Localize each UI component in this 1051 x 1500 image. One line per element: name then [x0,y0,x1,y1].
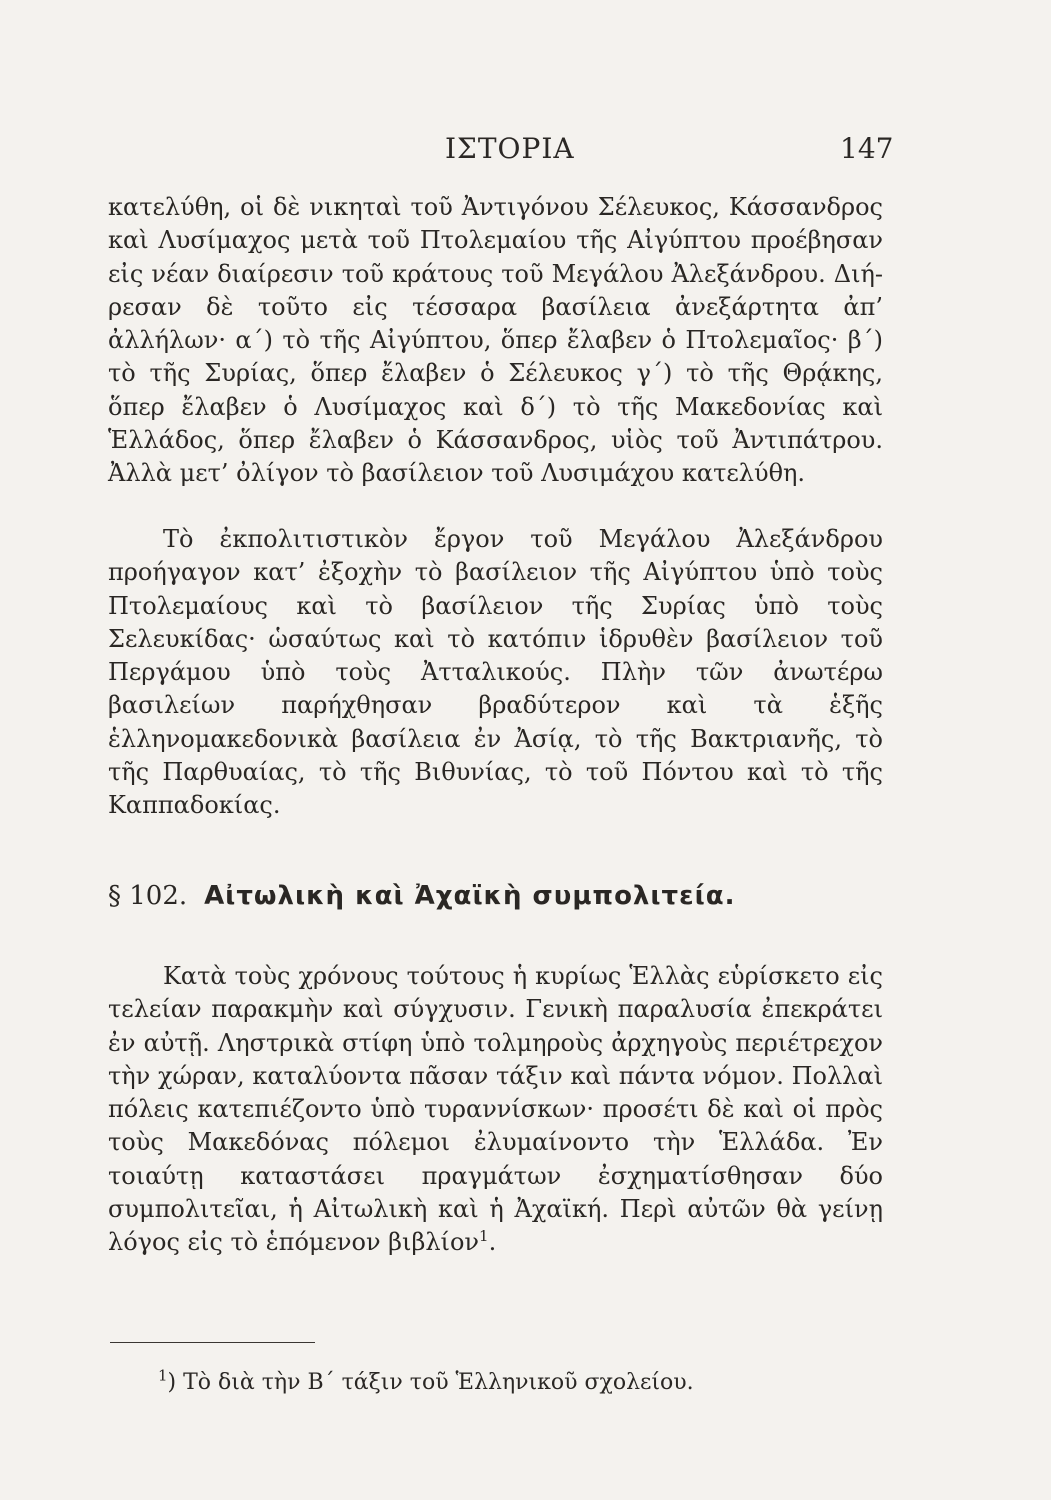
paragraph-second [108,523,883,823]
section-heading [108,878,908,911]
footnote [158,1366,694,1395]
footnote-paren: ) [167,1370,184,1395]
paragraph-continued [108,191,883,491]
page-header [0,132,1051,172]
paragraph-text: Τὸ ἐκπολιτιστικὸν ἔργον τοῦ Μεγάλου Ἀλεξάνδρου προήγαγον κατ’ ἐξοχὴν τὸ βασίλειον τῆς Αἰγύπτου ὑπὸ τοὺς Πτολεμαίους καὶ τὸ βασίλειον τῆς Συρίας ὑπὸ τοὺς Σελευκίδας· ὡσαύτως καὶ τὸ κατόπιν ἱδρυθὲν βασίλειον τοῦ Περγάμου ὑπὸ τοὺς Ἀτταλικούς. Πλὴν τῶν ἀνωτέρω βασιλείων παρήχθησαν βραδύτερον καὶ τὰ ἑξῆς ἑλληνομακεδονικὰ βασίλεια ἐν Ἀσίᾳ, τὸ τῆς Βακτριανῆς, τὸ τῆς Παρθυαίας, τὸ τῆς Βιθυνίας, τὸ τοῦ Πόντου καὶ τὸ τῆς Καππαδοκίας. [108,525,883,820]
page-number: 147 [840,132,894,165]
section-title: Αἰτωλικὴ καὶ Ἀχαϊκὴ συμπολιτεία. [204,881,736,911]
paragraph-text: κατελύθη, οἱ δὲ νικηταὶ τοῦ Ἀντιγόνου Σέλευκος, Κάσσανδρος καὶ Λυσίμαχος μετὰ τοῦ Πτολεμαίου τῆς Αἰγύπτου προέβησαν εἰς νέαν διαίρεσιν τοῦ κράτους τοῦ Μεγάλου Ἀλεξάνδρου. Διήρεσαν δὲ τοῦτο εἰς τέσσαρα βασίλεια ἀνεξάρτητα ἀπ’ ἀλλήλων· α΄) τὸ τῆς Αἰγύπτου, ὅπερ ἔλαβεν ὁ Πτολεμαῖος· β΄) τὸ τῆς Συρίας, ὅπερ ἔλαβεν ὁ Σέλευκος γ΄) τὸ τῆς Θρᾴκης, ὅπερ ἔλαβεν ὁ Λυσίμαχος καὶ δ΄) τὸ τῆς Μακεδονίας καὶ Ἑλλάδος, ὅπερ ἔλαβεν ὁ Κάσσανδρος, υἱὸς τοῦ Ἀντιπάτρου. Ἀλλὰ μετ’ ὀλίγον τὸ βασίλειον τοῦ Λυσιμάχου κατελύθη. [108,193,883,488]
footnote-marker: 1 [158,1366,168,1385]
paragraph-text-wrapper [108,960,883,1260]
running-title: ΙΣΤΟΡΙΑ [445,132,575,165]
paragraph-text: Κατὰ τοὺς χρόνους τούτους ἡ κυρίως Ἑλλὰς εὑρίσκετο εἰς τελείαν παρακμὴν καὶ σύγχυσιν. Γενικὴ παραλυσία ἐπεκράτει ἐν αὐτῇ. Ληστρικὰ στίφη ὑπὸ τολμηροὺς ἀρχηγοὺς περιέτρεχον τὴν χώραν, καταλύοντα πᾶσαν τάξιν καὶ πάντα νόμον. Πολλαὶ πόλεις κατεπιέζοντο ὑπὸ τυραννίσκων· προσέτι δὲ καὶ οἱ πρὸς τοὺς Μακεδόνας πόλεμοι ἐλυμαίνοντο τὴν Ἑλλάδα. Ἐν τοιαύτῃ καταστάσει πραγμάτων ἐσχηματίσθησαν δύο συμπολιτεῖαι, ἡ Αἰτωλικὴ καὶ ἡ Ἀχαϊκή. Περὶ αὐτῶν θὰ γείνῃ λόγος εἰς τὸ ἑπόμενον βιβλίον [108,962,883,1257]
footnote-text: Τὸ διὰ τὴν Β΄ τάξιν τοῦ Ἑλληνικοῦ σχολείου. [183,1370,694,1395]
paragraph-section-body [108,960,883,1260]
paragraph-end-punctuation: . [488,1228,497,1257]
section-number: § 102. [108,881,188,911]
footnote-divider [110,1342,315,1343]
footnote-reference[interactable]: 1 [479,1227,489,1246]
